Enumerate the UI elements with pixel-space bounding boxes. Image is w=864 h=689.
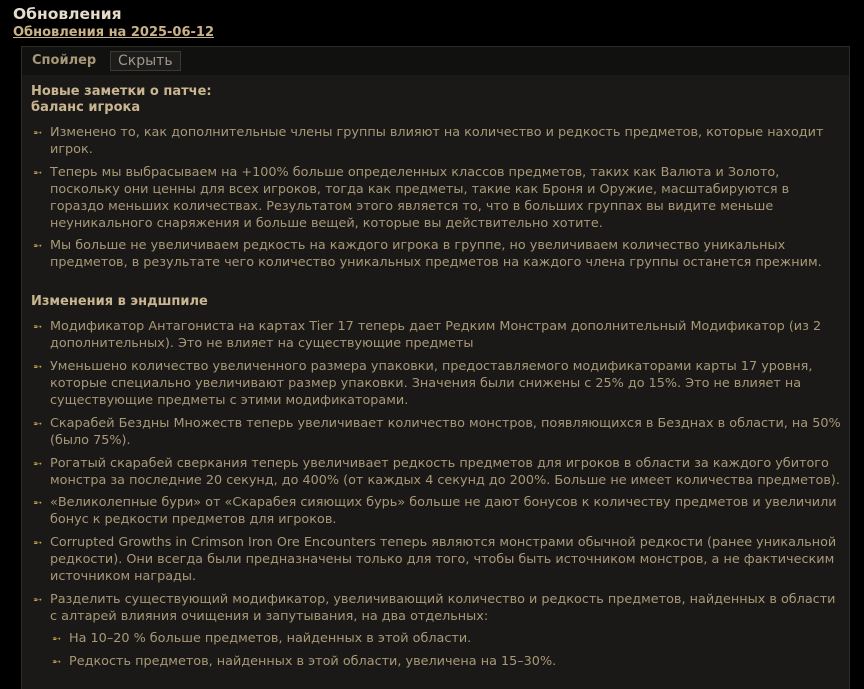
list-item-text: Модификатор Антагониста на картах Tier 17 теперь дает Редким Монстрам дополнительный Модификатор (из 2 дополнительных). Это не влияет на существующие предметы	[50, 319, 822, 352]
list-item	[31, 456, 846, 490]
arrow-bullet-icon: ➵	[33, 320, 43, 334]
spoiler-block	[21, 46, 850, 689]
spoiler-header	[22, 47, 849, 75]
spoiler-content	[31, 84, 846, 671]
arrow-bullet-icon: ➵	[33, 239, 43, 253]
arrow-bullet-icon: ➵	[52, 631, 62, 645]
arrow-bullet-icon: ➵	[33, 416, 43, 430]
spoiler-hide-button[interactable]: Скрыть	[110, 51, 181, 71]
section-heading-line: Новые заметки о патче:	[31, 84, 212, 99]
section-heading-line: баланс игрока	[31, 100, 141, 115]
list-item	[31, 535, 846, 586]
list-item	[31, 495, 846, 529]
list-item	[31, 125, 846, 159]
list-item	[50, 654, 846, 671]
list-item-text: Рогатый скарабей сверкания теперь увеличивает редкость предметов для игроков в области за каждого убитого монстра за последние 20 секунд, до 400% (от каждых 4 секунд до 200%. Больше не имеет количества предметов).	[50, 455, 840, 488]
list-item-text: Изменено то, как дополнительные члены группы влияют на количество и редкость предметов, которые находит игрок.	[50, 125, 824, 157]
list-item-text: Corrupted Growths in Crimson Iron Ore Encounters теперь являются монстрами обычной редкости (ранее уникальной редкости). Они всегда были предназначены только для того, чтобы быть источником монстров, а не фактическим источником награды.	[50, 535, 837, 585]
arrow-bullet-icon: ➵	[33, 360, 43, 374]
list-item-text: На 10–20 % больше предметов, найденных в этой области.	[69, 630, 472, 646]
altar-modifier-sublist	[50, 631, 846, 671]
list-item	[50, 631, 846, 648]
arrow-bullet-icon: ➵	[33, 165, 43, 179]
list-item-text: Теперь мы выбрасываем на +100% больше определенных классов предметов, таких как Валюта и Золото, поскольку они ценны для всех игроков, тогда как предметы, такие как Броня и Оружие, масштабируются в гораздо меньших количествах. Результатом этого является то, что в больших группах вы видите меньше неуникального снаряжения и больше вещей, которые вы действительно хотите.	[50, 164, 790, 231]
list-item	[31, 416, 846, 450]
spoiler-label: Спойлер	[32, 53, 97, 68]
arrow-bullet-icon: ➵	[33, 536, 43, 550]
endgame-changes-list	[31, 319, 846, 670]
list-item	[31, 238, 846, 272]
arrow-bullet-icon: ➵	[33, 592, 43, 606]
list-item-text: «Великолепные бури» от «Скарабея сияющих бурь» больше не дают бонусов к количеству предметов и увеличили бонус к редкости предметов для игроков.	[50, 495, 837, 528]
list-item	[31, 592, 846, 671]
section-heading-patch-notes	[31, 84, 846, 116]
page-title: Обновления	[13, 5, 122, 23]
arrow-bullet-icon: ➵	[33, 126, 43, 139]
section-heading-endgame: Изменения в эндшпиле	[31, 294, 208, 310]
list-item	[31, 319, 846, 353]
update-date-link[interactable]: Обновления на 2025-06-12	[13, 25, 215, 40]
list-item	[31, 165, 846, 233]
arrow-bullet-icon: ➵	[52, 654, 62, 668]
arrow-bullet-icon: ➵	[33, 456, 43, 470]
list-item-text: Скарабей Бездны Множеств теперь увеличивает количество монстров, появляющихся в Безднах в области, на 50% (было 75%).	[50, 415, 841, 448]
list-item-text: Мы больше не увеличиваем редкость на каждого игрока в группе, но увеличиваем количество уникальных предметов, в результате чего количество уникальных предметов на каждого члена группы останется прежним.	[50, 238, 822, 271]
list-item-text: Разделить существующий модификатор, увеличивающий количество и редкость предметов, найденных в области с алтарей влияния очищения и запутывания, на два отдельных:	[50, 591, 836, 624]
list-item-text: Редкость предметов, найденных в этой области, увеличена на 15–30%.	[69, 653, 557, 669]
list-item-text: Уменьшено количество увеличенного размера упаковки, предоставляемого модификаторами карты 17 уровня, которые специально увеличивают размер упаковки. Значения были снижены с 25% до 15%. Это не влияет на существующие предметы с этими модификаторами.	[50, 359, 813, 408]
player-balance-list	[31, 125, 846, 272]
arrow-bullet-icon: ➵	[33, 496, 43, 510]
list-item	[31, 359, 846, 410]
